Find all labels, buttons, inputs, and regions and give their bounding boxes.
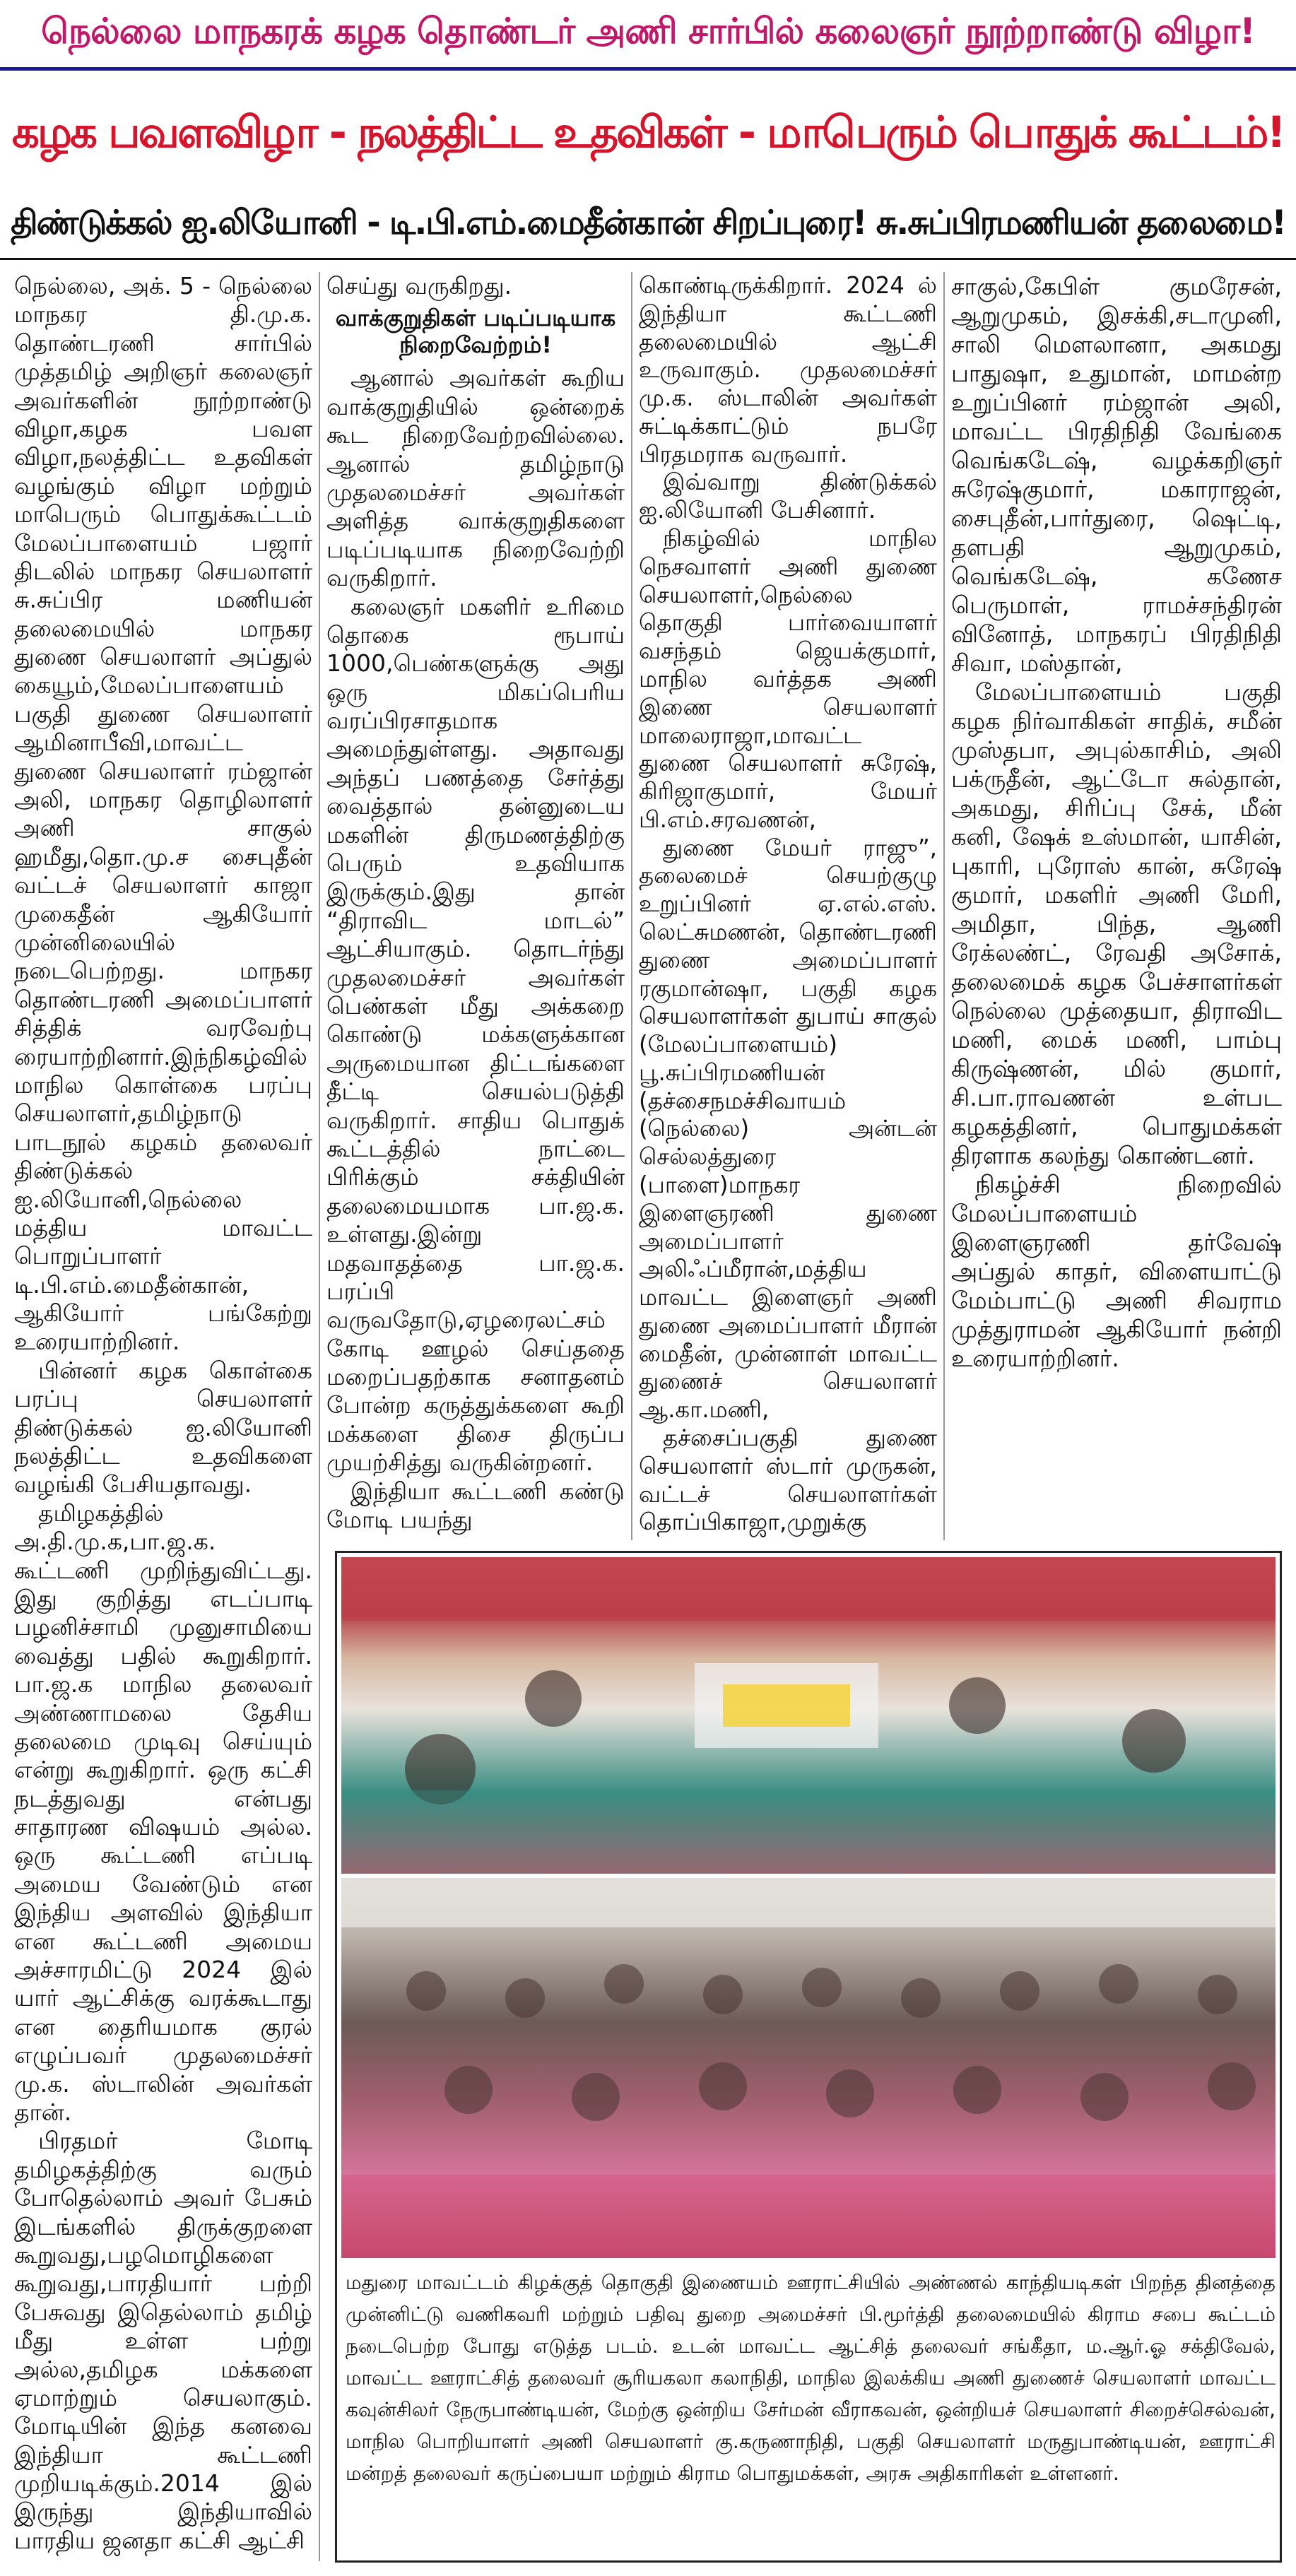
photo-block xyxy=(335,1551,1282,2563)
subheadline xyxy=(0,192,1296,260)
article-paragraph: துணை மேயர் ராஜு”, தலைமைச் செயற்குழு உறுப்பினர் ஏ.எல்.எஸ். லெட்சுமணன், தொண்டரணி துணை அமைப்பாளர் ரகுமான்ஷா, பகுதி கழக செயலாளர்கள் துபாய் சாகுல் (மேலப்பாளையம்) பூ.சுப்பிரமணியன் (தச்சைநமச்சிவாயம் (நெல்லை) அன்டன் செல்லத்துரை (பாளை)மாநகர இளைஞரணி துணை அமைப்பாளர் அலிஃப்மீரான்,மத்திய மாவட்ட இளைஞர் அணி துணை அமைப்பாளர் மீரான் மைதீன், முன்னாள் மாவட்ட துணைச் செயலாளர் ஆ.கா.மணி, xyxy=(639,834,937,1424)
article-paragraph: நிகழ்வில் மாநில நெசவாளர் அணி துணை செயலாளர்,நெல்லை தொகுதி பார்வையாளர் வசந்தம் ஜெயக்குமார், மாநில வர்த்தக அணி இணை செயலாளர் மாலைராஜா,மாவட்ட துணை செயலாளர் சுரேஷ், கிரிஜாகுமார், மேயர் பி.எம்.சரவணன், xyxy=(639,525,937,833)
top-banner-text: நெல்லை மாநகரக் கழக தொண்டர் அணி சார்பில் கலைஞர் நூற்றாண்டு விழா! xyxy=(41,11,1255,52)
article-paragraph: இவ்வாறு திண்டுக்கல் ஐ.லியோனி பேசினார். xyxy=(639,468,937,524)
article-paragraph: தச்சைப்பகுதி துணை செயலாளர் ஸ்டார் முருகன், வட்டச் செயலாளர்கள் தொப்பிகாஜா,முறுக்கு xyxy=(639,1424,937,1536)
article-paragraph: நிகழ்ச்சி நிறைவில் மேலப்பாளையம் இளைஞரணி தர்வேஷ் அப்துல் காதர், விளையாட்டு மேம்பாட்டு அணி சிவராம முத்துராமன் ஆகியோர் நன்றி உரையாற்றினர். xyxy=(951,1171,1282,1372)
article-paragraph: பின்னர் கழக கொள்கை பரப்பு செயலாளர் திண்டுக்கல் ஐ.லியோனி நலத்திட்ட உதவிகளை வழங்கி பேசியதாவது. xyxy=(14,1356,312,1499)
article-paragraph: கொண்டிருக்கிறார். 2024 ல் இந்தியா கூட்டணி தலைமையில் ஆட்சி உருவாகும். முதலமைச்சர் மு.க. ஸ்டாலின் அவர்கள் சுட்டிக்காட்டும் நபரே பிரதமராக வருவார். xyxy=(639,272,937,468)
article-paragraph: பிரதமர் மோடி தமிழகத்திற்கு வரும் போதெல்லாம் அவர் பேசும் இடங்களில் திருக்குறளை கூறுவது,பழமொழிகளை கூறுவது,பாரதியார் பற்றி பேசுவது இதெல்லாம் தமிழ் மீது உள்ள பற்று அல்ல,தமிழக மக்களை ஏமாற்றும் செயலாகும். மோடியின் இந்த கனவை இந்தியா கூட்டணி முறியடிக்கும்.2014 இல் இருந்து இந்தியாவில் பாரதிய ஜனதா கட்சி ஆட்சி xyxy=(14,2127,312,2554)
article-column-1 xyxy=(14,272,312,2561)
photo-scene-bottom xyxy=(341,1878,1276,2258)
article-paragraph: சாகுல்,கேபிள் குமரேசன், ஆறுமுகம், இசக்கி,சடாமுனி, சாலி மௌலானா, அகமது பாதுஷா, உதுமான், மாமன்ற உறுப்பினர் ரம்ஜான் அலி, மாவட்ட பிரதிநிதி வேங்கை வெங்கடேஷ், வழக்கறிஞர் சுரேஷ்குமார், மகாராஜன், சைபுதீன்,பார்துரை, ஷெட்டி, தளபதி ஆறுமுகம், வெங்கடேஷ், கணேச பெருமாள், ராமச்சந்திரன் வினோத், மாநகரப் பிரதிநிதி சிவா, மஸ்தான், xyxy=(951,273,1282,677)
article-column-2 xyxy=(326,272,625,1540)
article-paragraph: ஆனால் அவர்கள் கூறிய வாக்குறுதியில் ஒன்றைக் கூட நிறைவேற்றவில்லை. ஆனால் தமிழ்நாடு முதலமைச்சர் அவர்கள் அளித்த வாக்குறுதிகளை படிப்படியாக நிறைவேற்றி வருகிறார். xyxy=(326,364,625,592)
article-subheading: வாக்குறுதிகள் படிப்படியாக நிறைவேற்றம்! xyxy=(335,305,616,359)
top-banner xyxy=(0,0,1296,71)
headline-text: கழக பவளவிழா - நலத்திட்ட உதவிகள் - மாபெரும் பொதுக் கூட்டம்! xyxy=(11,107,1285,158)
event-photo-top xyxy=(341,1557,1276,1874)
article-paragraph: கலைஞர் மகளிர் உரிமை தொகை ரூபாய் 1000,பெண்களுக்கு அது ஒரு மிகப்பெரிய வரப்பிரசாதமாக அமைந்துள்ளது. அதாவது அந்தப் பணத்தை சேர்த்து வைத்தால் தன்னுடைய மகளின் திருமணத்திற்கு பெரும் உதவியாக இருக்கும்.இது தான் “திராவிட மாடல்” ஆட்சியாகும். தொடர்ந்து முதலமைச்சர் அவர்கள் பெண்கள் மீது அக்கறை கொண்டு மக்களுக்கான அருமையான திட்டங்களை தீட்டி செயல்படுத்தி வருகிறார். சாதிய பொதுக் கூட்டத்தில் நாட்டை பிரிக்கும் சக்தியின் தலைமையமாக பா.ஜ.க. உள்ளது.இன்று மதவாதத்தை பா.ஜ.க. பரப்பி வருவதோடு,ஏழரைலட்சம் கோடி ஊழல் செய்ததை மறைப்பதற்காக சனாதனம் போன்ற கருத்துக்களை கூறி மக்களை திசை திருப்ப முயற்சித்து வருகின்றனர். xyxy=(326,592,625,1477)
column-divider xyxy=(943,272,945,1540)
photo-scene-top xyxy=(341,1557,1276,1874)
article-paragraph: மேலப்பாளையம் பகுதி கழக நிர்வாகிகள் சாதிக், சமீன் முஸ்தபா, அபுல்காசிம், அலி பக்ருதீன், ஆட்டோ சுல்தான், அகமது, சிரிப்பு சேக், மீன் கனி, ஷேக் உஸ்மான், யாசின், புகாரி, புரோஸ் கான், சுரேஷ் குமார், மகளிர் அணி மேரி, அமிதா, பிந்த, ஆணி ரேக்லண்ட், ரேவதி அசோக், தலைமைக் கழக பேச்சாளர்கள் நெல்லை முத்தையா, திராவிட மணி, மைக் மணி, பாம்பு கிருஷ்ணன், மில் குமார், சி.பா.ராவணன் உள்பட கழகத்தினர், பொதுமக்கள் திரளாக கலந்து கொண்டனர். xyxy=(951,678,1282,1169)
event-photo-bottom xyxy=(341,1878,1276,2258)
article-paragraph: நெல்லை, அக். 5 - நெல்லை மாநகர தி.மு.க. தொண்டரணி சார்பில் முத்தமிழ் அறிஞர் கலைஞர் அவர்களின் நூற்றாண்டு விழா,கழக பவள விழா,நலத்திட்ட உதவிகள் வழங்கும் விழா மற்றும் மாபெரும் பொதுக்கூட்டம் மேலப்பாளையம் பஜார் திடலில் மாநகர செயலாளர் சு.சுப்பிர மணியன் தலைமையில் மாநகர துணை செயலாளர் அப்துல் கையூம்,மேலப்பாளையம் பகுதி துணை செயலாளர் ஆமினாபீவி,மாவட்ட துணை செயலாளர் ரம்ஜான் அலி, மாநகர தொழிலாளர் அணி சாகுல் ஹமீது,தொ.மு.ச சைபுதீன் வட்டச் செயலாளர் காஜா முகைதீன் ஆகியோர் முன்னிலையில் நடைபெற்றது. மாநகர தொண்டரணி அமைப்பாளர் சித்திக் வரவேற்பு ரையாற்றினார்.இந்நிகழ்வில் மாநில கொள்கை பரப்பு செயலாளர்,தமிழ்நாடு பாடநூல் கழகம் தலைவர் திண்டுக்கல் ஐ.லியோனி,நெல்லை மத்திய மாவட்ட பொறுப்பாளர் டி.பி.எம்.மைதீன்கான், ஆகியோர் பங்கேற்று உரையாற்றினர். xyxy=(14,272,312,1356)
photo-caption: மதுரை மாவட்டம் கிழக்குத் தொகுதி இணையம் ஊராட்சியில் அண்ணல் காந்தியடிகள் பிறந்த தினத்தை முன்னிட்டு வணிகவரி மற்றும் பதிவு துறை அமைச்சர் பி.மூர்த்தி தலைமையில் கிராம சபை கூட்டம் நடைபெற்ற போது எடுத்த படம். உடன் மாவட்ட ஆட்சித் தலைவர் சங்கீதா, ம.ஆர்.ஓ சக்திவேல், மாவட்ட ஊராட்சித் தலைவர் சூரியகலா கலாநிதி, மாநில இலக்கிய அணி துணைச் செயலாளர் மாவட்ட கவுன்சிலர் நேருபாண்டியன், மேற்கு ஒன்றிய சேர்மன் வீராகவன், ஒன்றியச் செயலாளர் சிறைச்செல்வன், மாநில பொறியாளர் அணி செயலாளர் கு.கருணாநிதி, பகுதி செயலாளர் மருதுபாண்டியன், ஊராட்சி மன்றத் தலைவர் கருப்பையா மற்றும் கிராம பொதுமக்கள், அரசு அதிகாரிகள் உள்ளனர். xyxy=(346,2271,1276,2485)
article-column-4 xyxy=(951,272,1282,1540)
article-paragraph: தமிழகத்தில் அ.தி.மு.க,பா.ஜ.க. கூட்டணி முறிந்துவிட்டது. இது குறித்து எடப்பாடி பழனிச்சாமி முனுசாமியை வைத்து பதில் கூறுகிறார். பா.ஜ.க மாநில தலைவர் அண்ணாமலை தேசிய தலைமை முடிவு செய்யும் என்று கூறுகிறார். ஒரு கட்சி நடத்துவது என்பது சாதாரண விஷயம் அல்ல. ஒரு கூட்டணி எப்படி அமைய வேண்டும் என இந்திய அளவில் இந்தியா என கூட்டணி அமைய அச்சாரமிட்டு 2024 இல் யார் ஆட்சிக்கு வரக்கூடாது என தைரியமாக குரல் எழுப்பவர் முதலமைச்சர் மு.க. ஸ்டாலின் அவர்கள் தான். xyxy=(14,1499,312,2126)
article-paragraph: இந்தியா கூட்டணி கண்டு மோடி பயந்து xyxy=(326,1477,625,1534)
article-paragraph: செய்து வருகிறது. xyxy=(326,272,512,300)
subheadline-text: திண்டுக்கல் ஐ.லியோனி - டி.பி.எம்.மைதீன்கான் சிறப்புரை! சு.சுப்பிரமணியன் தலைமை! xyxy=(11,203,1285,242)
column-divider xyxy=(319,272,320,2561)
column-divider xyxy=(631,272,632,1540)
article-column-3 xyxy=(639,272,937,1540)
headline xyxy=(0,82,1296,188)
